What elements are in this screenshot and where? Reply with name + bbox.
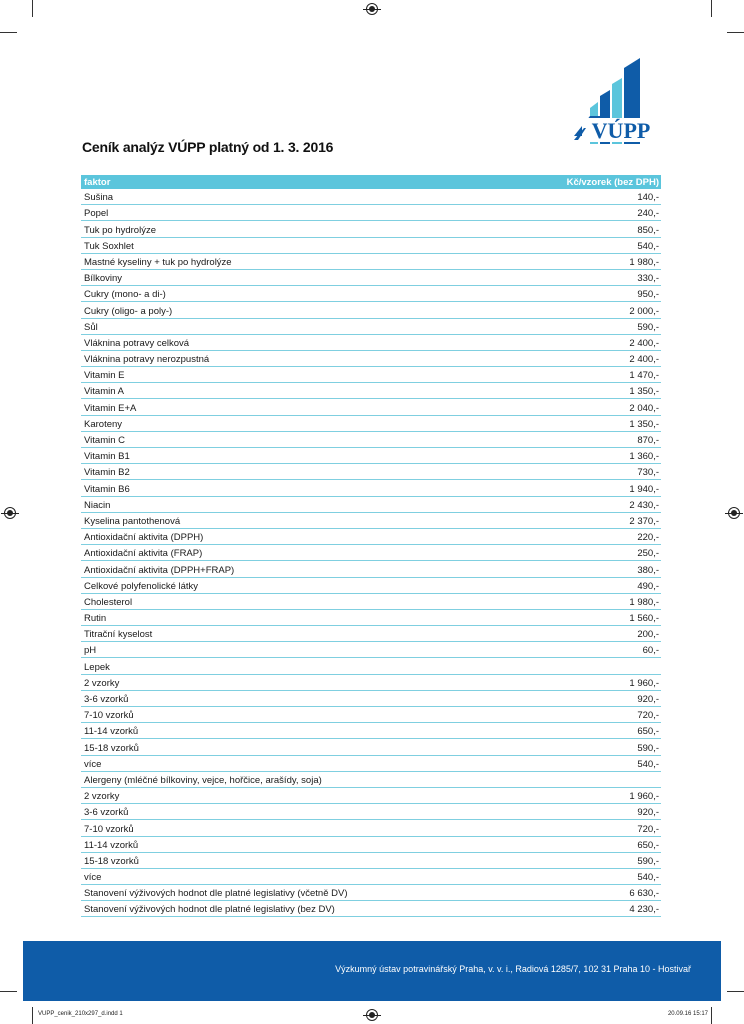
crop-mark: [727, 32, 744, 33]
row-factor: Stanovení výživových hodnot dle platné legislativy (bez DV): [84, 904, 335, 916]
row-price: 2 430,-: [629, 499, 659, 511]
row-factor: Bílkoviny: [84, 273, 123, 285]
crop-mark: [711, 0, 712, 17]
row-price: 2 000,-: [629, 305, 659, 317]
row-price: 650,-: [637, 726, 659, 738]
slug-date: 20.09.16 15:17: [667, 1011, 708, 1017]
row-price: 240,-: [637, 208, 659, 220]
row-factor: Lepek: [84, 661, 110, 673]
row-price: 2 370,-: [629, 515, 659, 527]
row-factor: Sušina: [84, 192, 114, 204]
row-price: 2 400,-: [629, 354, 659, 366]
table-row: [81, 853, 661, 869]
row-factor: Antioxidační aktivita (DPPH+FRAP): [84, 564, 235, 576]
row-factor: Titrační kyselost: [84, 629, 153, 641]
logo-text: VÚPP: [591, 118, 651, 143]
row-price: 220,-: [637, 532, 659, 544]
row-price: 1 960,-: [629, 677, 659, 689]
row-factor: Cholesterol: [84, 596, 133, 608]
row-factor: 2 vzorky: [84, 791, 120, 803]
row-factor: Tuk Soxhlet: [84, 240, 134, 252]
row-price: 60,-: [642, 645, 659, 657]
table-row: [81, 367, 661, 383]
row-factor: Niacin: [84, 499, 111, 511]
table-row: [81, 804, 661, 820]
registration-mark-icon: [4, 507, 16, 519]
row-factor: Popel: [84, 208, 109, 220]
table-row: [81, 480, 661, 496]
table-row: [81, 335, 661, 351]
table-row: [81, 869, 661, 885]
row-factor: Celkové polyfenolické látky: [84, 580, 199, 592]
registration-mark-icon: [728, 507, 740, 519]
row-price: 1 350,-: [629, 418, 659, 430]
row-factor: Rutin: [84, 613, 107, 625]
table-row: [81, 723, 661, 739]
row-price: 590,-: [637, 742, 659, 754]
row-price: 1 940,-: [629, 483, 659, 495]
row-factor: 3-6 vzorků: [84, 807, 129, 819]
table-header: [81, 175, 661, 189]
row-factor: pH: [84, 645, 97, 657]
row-price: 920,-: [637, 694, 659, 705]
row-price: 6 630,-: [629, 888, 659, 900]
row-price: 730,-: [637, 467, 659, 479]
table-row: [81, 254, 661, 270]
row-factor: Cukry (mono- a di-): [84, 289, 166, 301]
row-factor: 11-14 vzorků: [84, 839, 139, 851]
registration-mark-icon: [366, 1009, 378, 1021]
table-row: [81, 788, 661, 804]
row-factor: Antioxidační aktivita (FRAP): [84, 548, 203, 560]
row-factor: Vitamin C: [84, 435, 126, 446]
row-factor: Mastné kyseliny + tuk po hydrolýze: [84, 256, 232, 268]
row-factor: 15-18 vzorků: [84, 855, 139, 867]
table-row: [81, 432, 661, 448]
row-price: 950,-: [637, 289, 659, 301]
crop-mark: [727, 991, 744, 992]
table-row: [81, 513, 661, 529]
table-row: [81, 885, 661, 901]
table-row: [81, 270, 661, 286]
footer-address: Výzkumný ústav potravinářský Praha, v. v. i., Radiová 1285/7, 102 31 Praha 10 - Hostivař: [335, 964, 691, 974]
header-factor: faktor: [84, 176, 111, 188]
row-price: 490,-: [637, 580, 659, 592]
table-row: [81, 756, 661, 772]
registration-mark-icon: [366, 3, 378, 15]
table-row: [81, 675, 661, 691]
row-price: 590,-: [637, 855, 659, 867]
table-row: [81, 658, 661, 674]
row-price: 540,-: [637, 872, 659, 884]
table-row: [81, 383, 661, 399]
table-row: [81, 448, 661, 464]
table-row: [81, 464, 661, 480]
table-row: [81, 578, 661, 594]
row-price: 1 560,-: [629, 613, 659, 625]
table-row: [81, 739, 661, 755]
table-row: [81, 238, 661, 254]
row-factor: 15-18 vzorků: [84, 742, 139, 754]
crop-mark: [32, 0, 33, 17]
table-row: [81, 286, 661, 302]
row-factor: 3-6 vzorků: [84, 694, 129, 705]
crop-mark: [0, 32, 17, 33]
row-price: 720,-: [637, 823, 659, 835]
vupp-logo: [572, 56, 664, 150]
table-row: [81, 416, 661, 432]
row-price: 1 980,-: [629, 256, 659, 268]
row-price: 650,-: [637, 839, 659, 851]
table-body: [81, 189, 661, 917]
row-factor: Stanovení výživových hodnot dle platné legislativy (včetně DV): [84, 888, 348, 900]
row-factor: více: [84, 758, 102, 770]
row-factor: Vitamin A: [84, 386, 124, 398]
table-row: [81, 820, 661, 836]
row-factor: Vitamin B2: [84, 467, 130, 479]
row-factor: 11-14 vzorků: [84, 726, 139, 738]
row-price: 2 400,-: [629, 337, 659, 349]
row-price: 1 960,-: [629, 791, 659, 803]
row-price: 720,-: [637, 710, 659, 722]
table-row: [81, 626, 661, 642]
row-price: 1 350,-: [629, 386, 659, 398]
crop-mark: [711, 1007, 712, 1024]
row-price: 330,-: [637, 273, 659, 285]
row-factor: Alergeny (mléčné bílkoviny, vejce, hořčice, arašídy, soja): [84, 774, 322, 786]
row-price: 920,-: [637, 807, 659, 819]
row-factor: Vitamin B6: [84, 483, 130, 495]
row-price: 870,-: [637, 435, 659, 446]
row-price: 540,-: [637, 240, 659, 252]
crop-mark: [32, 1007, 33, 1024]
table-row: [81, 302, 661, 318]
slug-filename: VUPP_cenik_210x297_d.indd 1: [38, 1011, 123, 1017]
footer-bar: [23, 941, 721, 1001]
row-factor: Kyselina pantothenová: [84, 515, 181, 527]
table-row: [81, 561, 661, 577]
row-price: 1 980,-: [629, 596, 659, 608]
table-row: [81, 497, 661, 513]
table-row: [81, 189, 661, 205]
page-title: Ceník analýz VÚPP platný od 1. 3. 2016: [82, 139, 334, 155]
row-factor: Antioxidační aktivita (DPPH): [84, 532, 204, 544]
table-row: [81, 221, 661, 237]
row-factor: Karoteny: [84, 418, 123, 430]
row-factor: Vláknina potravy nerozpustná: [84, 354, 210, 366]
row-factor: Vitamin E: [84, 370, 125, 382]
row-factor: Vláknina potravy celková: [84, 337, 190, 349]
crop-mark: [0, 991, 17, 992]
row-factor: více: [84, 872, 102, 884]
table-row: [81, 351, 661, 367]
row-price: 4 230,-: [629, 904, 659, 916]
row-factor: 2 vzorky: [84, 677, 120, 689]
row-price: 540,-: [637, 758, 659, 770]
row-factor: Vitamin B1: [84, 451, 130, 463]
row-price: 1 360,-: [629, 451, 659, 463]
table-row: [81, 594, 661, 610]
table-row: [81, 529, 661, 545]
row-price: 200,-: [637, 629, 659, 641]
row-factor: 7-10 vzorků: [84, 823, 134, 835]
row-factor: Tuk po hydrolýze: [84, 224, 156, 236]
table-row: [81, 707, 661, 723]
table-row: [81, 399, 661, 415]
row-price: 1 470,-: [629, 370, 659, 382]
header-price: Kč/vzorek (bez DPH): [566, 176, 659, 188]
table-row: [81, 642, 661, 658]
table-row: [81, 205, 661, 221]
price-table: [81, 175, 661, 917]
table-row: [81, 545, 661, 561]
row-price: 380,-: [637, 564, 659, 576]
row-factor: 7-10 vzorků: [84, 710, 134, 722]
row-price: 850,-: [637, 224, 659, 236]
table-row: [81, 319, 661, 335]
row-price: 2 040,-: [629, 402, 659, 414]
table-row: [81, 837, 661, 853]
table-row: [81, 901, 661, 917]
row-factor: Sůl: [84, 321, 98, 333]
row-price: 250,-: [637, 548, 659, 560]
row-price: 140,-: [637, 192, 659, 204]
table-row: [81, 691, 661, 707]
table-row: [81, 610, 661, 626]
table-row: [81, 772, 661, 788]
row-factor: Vitamin E+A: [84, 402, 137, 414]
row-price: 590,-: [637, 321, 659, 333]
row-factor: Cukry (oligo- a poly-): [84, 305, 173, 317]
